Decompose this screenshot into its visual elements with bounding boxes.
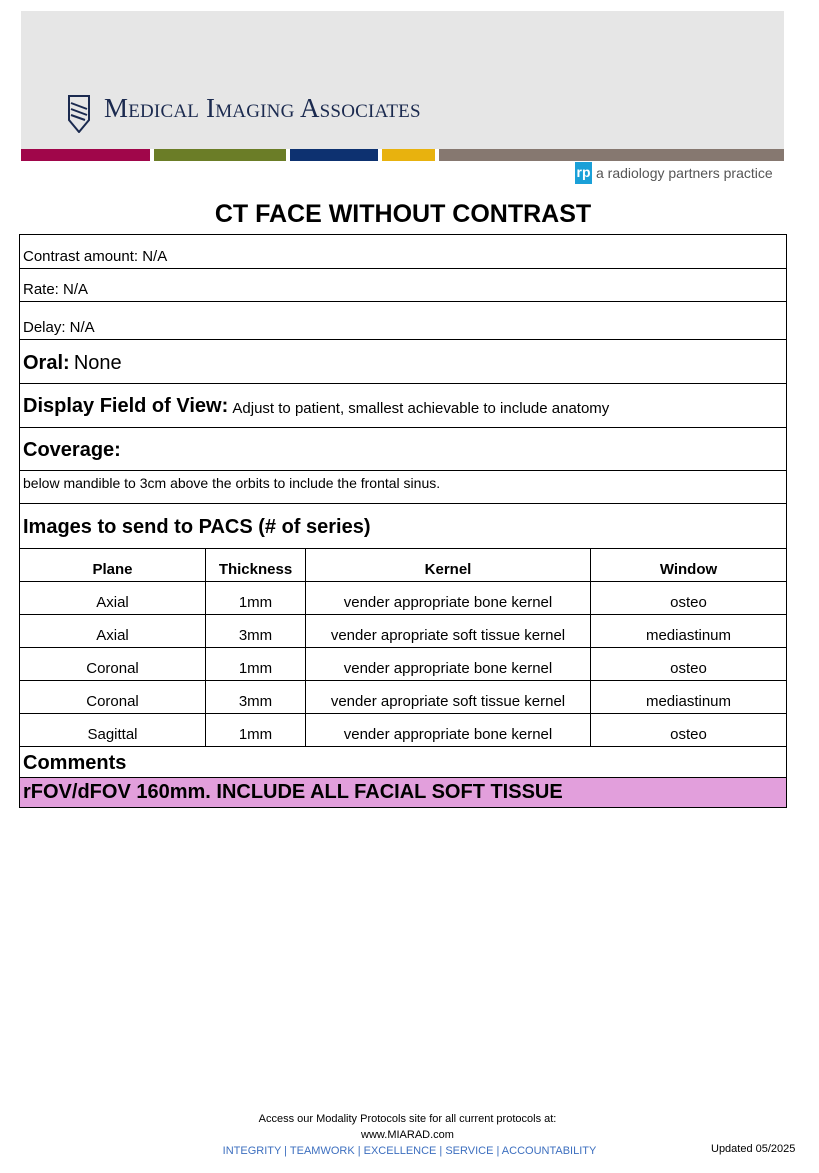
comments-text: rFOV/dFOV 160mm. INCLUDE ALL FACIAL SOFT TISSUE	[23, 781, 563, 803]
dfov-value: Adjust to patient, smallest achievable to include anatomy	[232, 400, 610, 417]
delay-row	[19, 301, 787, 339]
org-name: Medical Imaging Associates	[104, 93, 421, 123]
comments-highlight-row	[19, 777, 787, 808]
coverage-row	[19, 427, 787, 470]
table-cell: osteo	[590, 713, 787, 746]
images-label: Images to send to PACS (# of series)	[23, 516, 371, 538]
rp-logo-icon: rp	[575, 162, 592, 184]
table-cell: vender apropriate soft tissue kernel	[305, 680, 590, 713]
table-cell: vender appropriate bone kernel	[305, 647, 590, 680]
rate-text: Rate: N/A	[23, 281, 89, 298]
footer-line1: Access our Modality Protocols site for all current protocols at:	[258, 1113, 557, 1125]
rate-row	[19, 268, 787, 301]
table-cell: Coronal	[19, 647, 205, 680]
delay-text: Delay: N/A	[23, 319, 95, 336]
color-bar	[439, 149, 784, 161]
table-cell: mediastinum	[590, 680, 787, 713]
contrast-text: Contrast amount: N/A	[23, 248, 168, 265]
footer-values: INTEGRITY | TEAMWORK | EXCELLENCE | SERVICE | ACCOUNTABILITY	[222, 1145, 597, 1157]
footer-link[interactable]: www.MIARAD.com	[361, 1129, 454, 1141]
oral-row	[19, 339, 787, 383]
color-bar	[154, 149, 286, 161]
color-bar	[382, 149, 435, 161]
table-cell: 1mm	[205, 581, 305, 614]
table-cell: vender apropriate soft tissue kernel	[305, 614, 590, 647]
table-header: Thickness	[205, 548, 305, 581]
header-banner	[21, 11, 784, 149]
table-cell: Coronal	[19, 680, 205, 713]
contrast-row	[19, 234, 787, 268]
coverage-label: Coverage:	[23, 439, 121, 461]
comments-label: Comments	[23, 752, 127, 774]
oral-label: Oral:	[23, 352, 70, 374]
images-row	[19, 503, 787, 548]
table-header: Window	[590, 548, 787, 581]
page-title: CT FACE WITHOUT CONTRAST	[214, 200, 592, 228]
shield-logo-icon	[68, 95, 90, 133]
tagline	[575, 162, 773, 184]
coverage-value: below mandible to 3cm above the orbits to include the frontal sinus.	[23, 475, 441, 491]
table-cell: Sagittal	[19, 713, 205, 746]
table-cell: osteo	[590, 647, 787, 680]
table-cell: vender appropriate bone kernel	[305, 581, 590, 614]
dfov-label: Display Field of View:	[23, 395, 229, 417]
table-cell: 1mm	[205, 713, 305, 746]
table-cell: 3mm	[205, 614, 305, 647]
table-cell: 1mm	[205, 647, 305, 680]
tagline-text: a radiology partners practice	[596, 165, 773, 181]
color-bar	[290, 149, 378, 161]
table-cell: Axial	[19, 614, 205, 647]
table-header: Kernel	[305, 548, 590, 581]
table-cell: mediastinum	[590, 614, 787, 647]
oral-value: None	[73, 352, 122, 374]
dfov-row	[19, 383, 787, 427]
coverage-value-row	[19, 470, 787, 503]
comments-row	[19, 746, 787, 777]
color-bar	[21, 149, 150, 161]
table-header: Plane	[19, 548, 205, 581]
table-cell: Axial	[19, 581, 205, 614]
table-cell: vender appropriate bone kernel	[305, 713, 590, 746]
updated-date: Updated 05/2025	[711, 1143, 796, 1155]
series-table	[19, 548, 787, 746]
table-cell: osteo	[590, 581, 787, 614]
table-cell: 3mm	[205, 680, 305, 713]
